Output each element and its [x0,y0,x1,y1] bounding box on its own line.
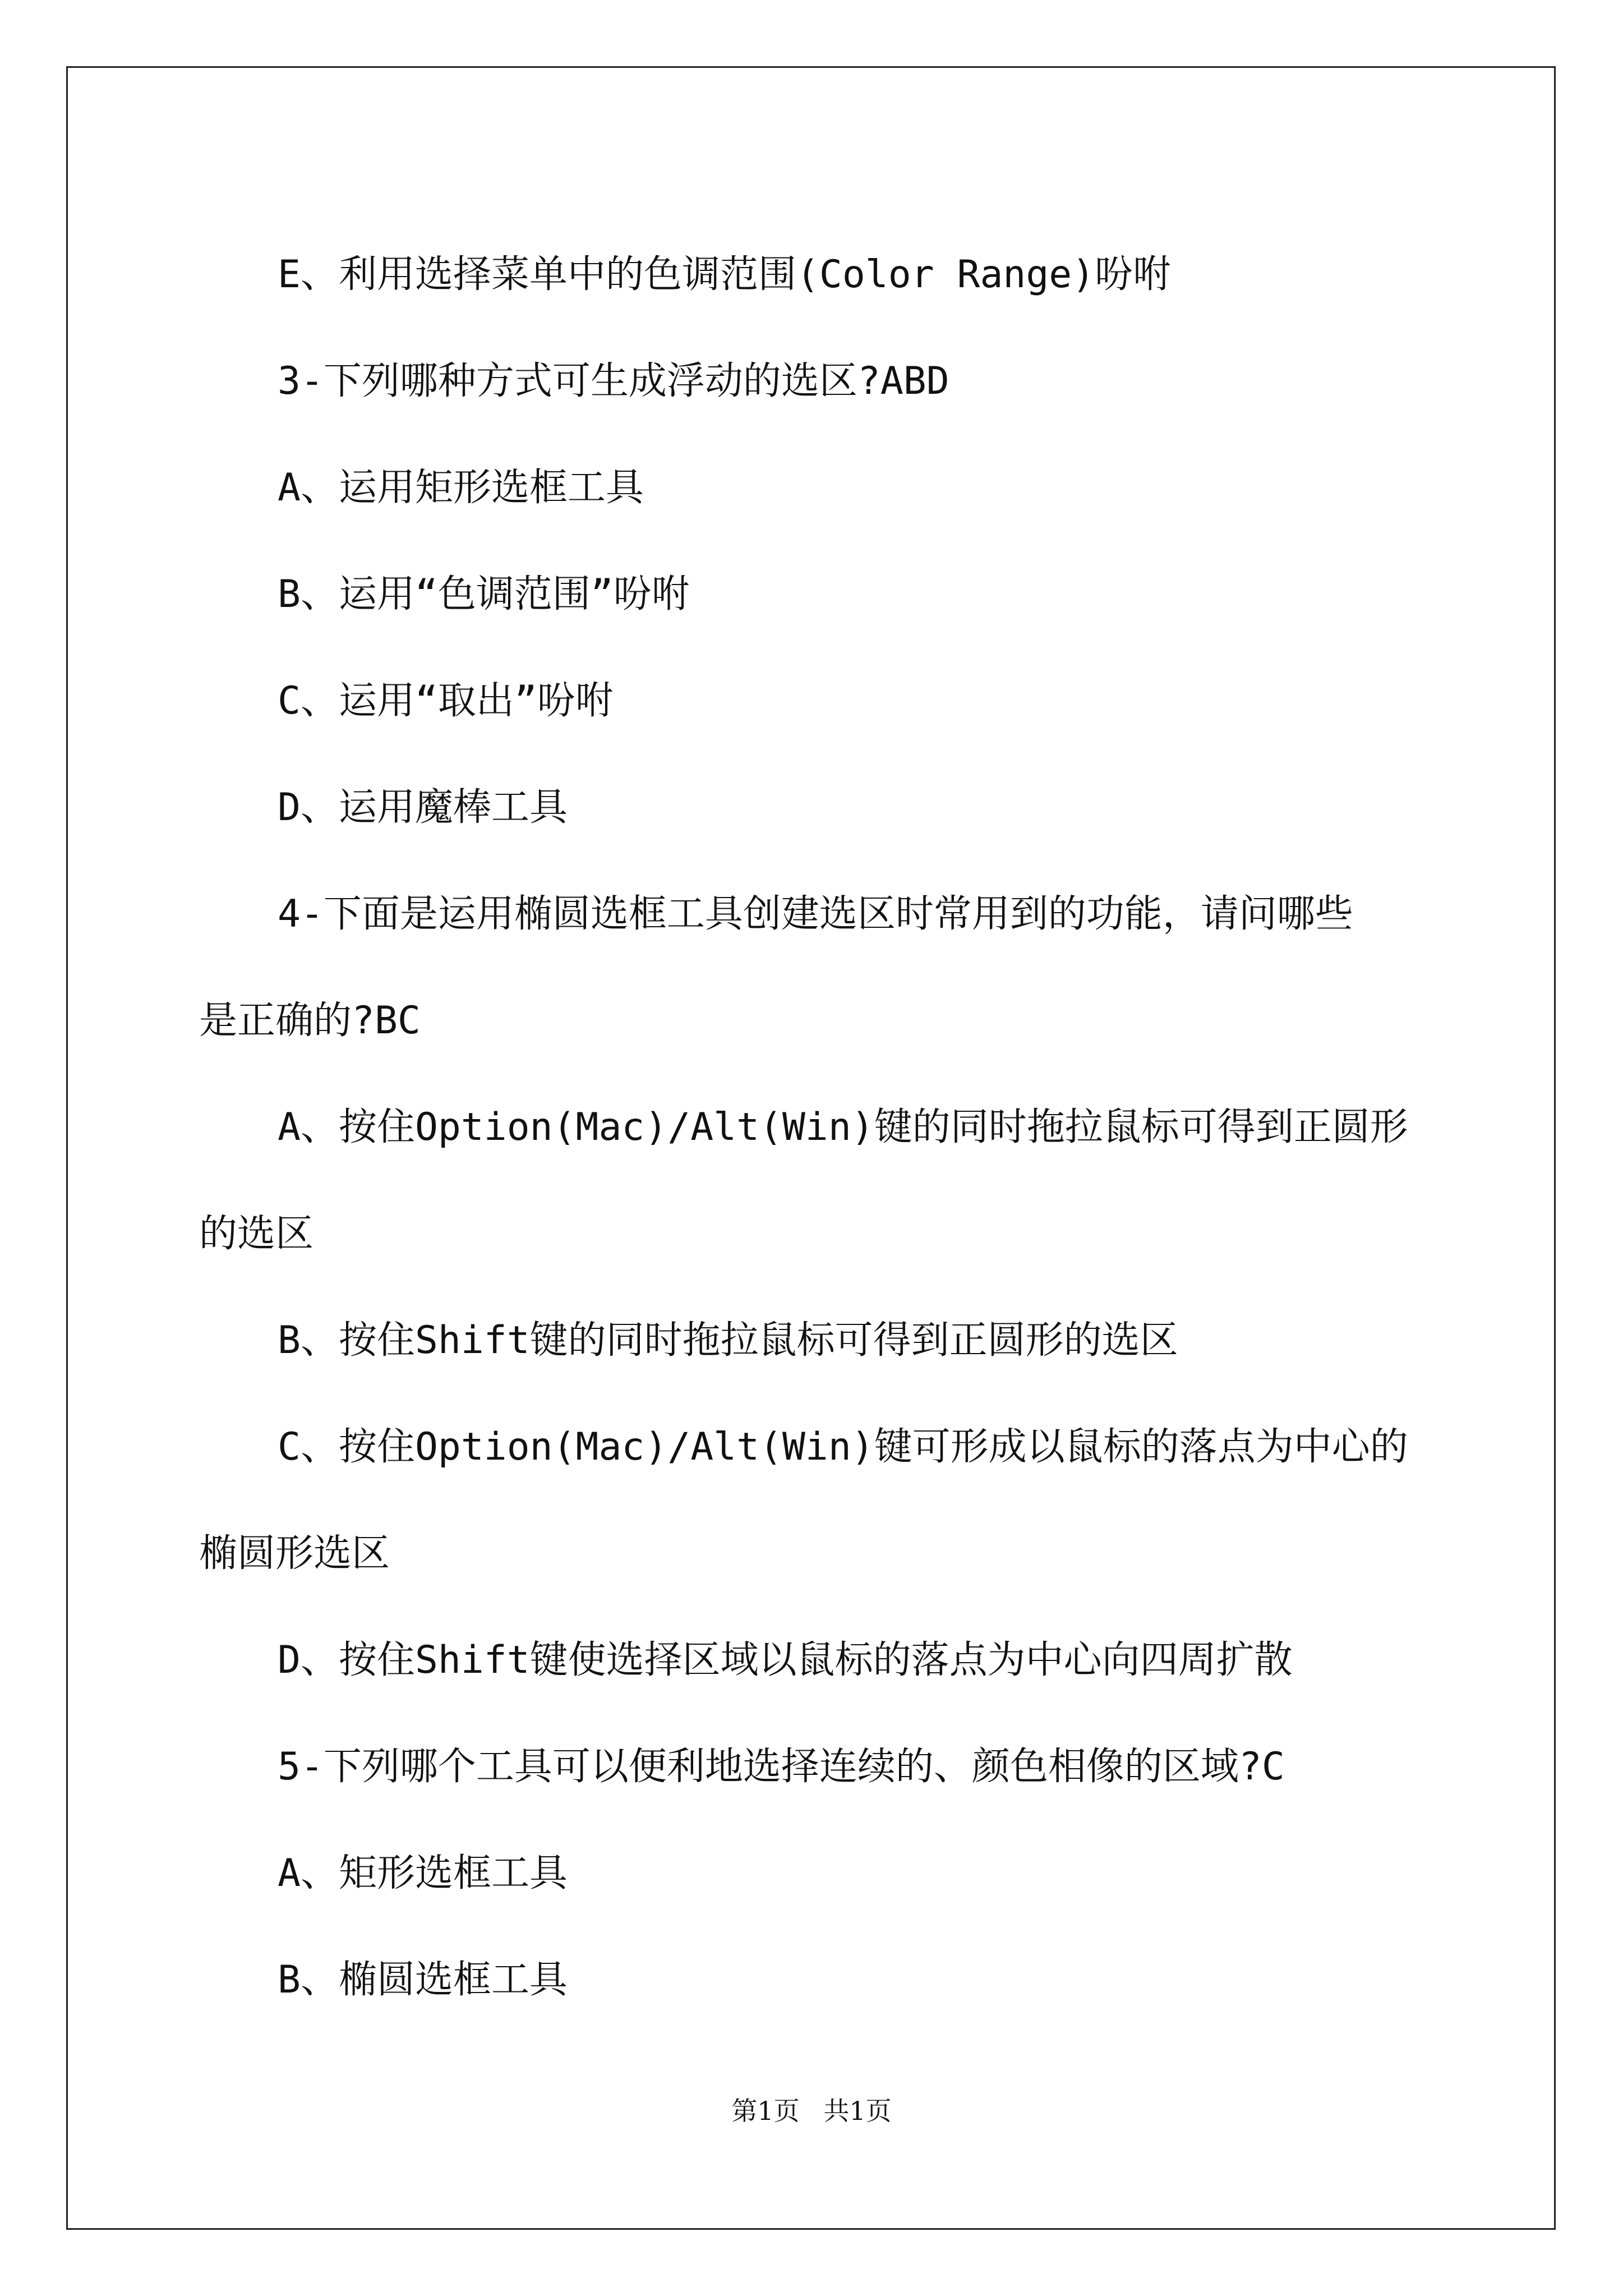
question-5: 5-下列哪个工具可以便利地选择连续的、颜色相像的区域?C [278,1745,1285,1789]
page-footer [0,2091,1623,2128]
line-option-e: E、利用选择菜单中的色调范围(Color Range)吩咐 [278,252,1172,297]
question-4-option-d: D、按住Shift键使选择区域以鼠标的落点为中心向四周扩散 [278,1638,1293,1682]
question-4-option-c-continued: 椭圆形选区 [199,1531,390,1576]
question-3: 3-下列哪种方式可生成浮动的选区?ABD [278,359,949,403]
question-4-option-c: C、按住Option(Mac)/Alt(Win)键可形成以鼠标的落点为中心的 [278,1425,1408,1469]
page-number-total: 共1页 [823,2096,892,2126]
question-3-option-b: B、运用“色调范围”吩咐 [278,572,690,616]
question-3-option-d: D、运用魔棒工具 [278,785,568,830]
question-4-continued: 是正确的?BC [199,999,421,1043]
question-5-option-a: A、矩形选框工具 [278,1851,568,1895]
question-3-option-a: A、运用矩形选框工具 [278,466,644,510]
question-4: 4-下面是运用椭圆选框工具创建选区时常用到的功能，请问哪些 [278,892,1353,936]
question-4-option-b: B、按住Shift键的同时拖拉鼠标可得到正圆形的选区 [278,1318,1178,1363]
question-3-option-c: C、运用“取出”吩咐 [278,679,614,723]
question-5-option-b: B、椭圆选框工具 [278,1958,568,2002]
document-body [199,222,1433,2033]
question-4-option-a: A、按住Option(Mac)/Alt(Win)键的同时拖拉鼠标可得到正圆形 [278,1105,1408,1149]
question-4-option-a-continued: 的选区 [199,1212,314,1256]
page-number-current: 第1页 [731,2096,800,2126]
